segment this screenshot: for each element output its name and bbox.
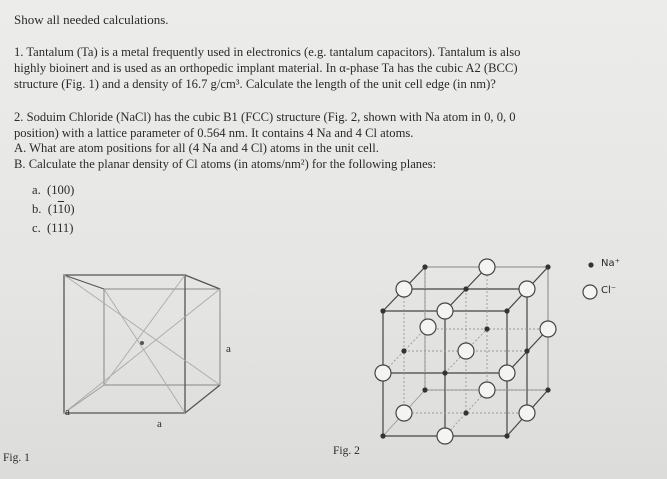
miller-part: (1 xyxy=(47,202,58,216)
miller-part: 0) xyxy=(64,202,75,216)
instructions-header: Show all needed calculations. xyxy=(14,12,169,27)
miller-bar-digit: 1 xyxy=(57,202,65,216)
problem-1-line: 1. Tantalum (Ta) is a metal frequently used in electronics (e.g. tantalum capacitors). Tantalum is also xyxy=(14,45,521,59)
fig1-edge-label: a xyxy=(65,406,70,418)
fig2-na-atoms xyxy=(380,264,550,438)
fig2-caption: Fig. 2 xyxy=(333,445,360,457)
plane-item-a xyxy=(32,181,75,200)
plane-miller-index: (111) xyxy=(47,221,74,235)
problem-2-line: position) with a lattice parameter of 0.564 nm. It contains 4 Na and 4 Cl atoms. xyxy=(14,125,414,140)
problem-2-line: 2. Soduim Chloride (NaCl) has the cubic B1 (FCC) structure (Fig. 2, shown with Na atom in 0, 0, 0 xyxy=(14,110,516,124)
legend-cl-circle xyxy=(583,285,597,299)
plane-miller-index xyxy=(48,202,75,216)
problem-1-line: highly bioinert and is used as an orthopedic implant material. In α-phase Ta has the cubic A2 (BCC) xyxy=(14,61,518,75)
fig1-body-center-atom xyxy=(140,341,144,345)
problem-2 xyxy=(14,110,516,172)
plane-item-prefix: c. xyxy=(32,221,41,235)
fig1-edge-label: a xyxy=(157,418,162,430)
legend-na-dot xyxy=(588,262,593,267)
plane-item-c xyxy=(32,219,75,238)
plane-miller-index: (100) xyxy=(47,183,75,197)
plane-item-prefix: b. xyxy=(32,202,42,216)
problem-2-part-a: A. What are atom positions for all (4 Na and 4 Cl) atoms in the unit cell. xyxy=(14,141,379,155)
plane-list xyxy=(32,181,75,238)
legend-cl-label: Cl⁻ xyxy=(601,285,617,296)
legend-na-label: Na⁺ xyxy=(601,258,620,269)
problem-2-part-b: B. Calculate the planar density of Cl atoms (in atoms/nm²) for the following planes: xyxy=(14,156,437,171)
problem-1-line: structure (Fig. 1) and a density of 16.7 g/cm³. Calculate the length of the unit cell edge (in nm)? xyxy=(14,77,496,91)
fig1-edge-label: a xyxy=(226,343,231,355)
fig1-front-face xyxy=(64,275,185,413)
fig1-caption: Fig. 1 xyxy=(3,452,30,464)
plane-item-b xyxy=(32,200,75,219)
problem-1 xyxy=(14,44,520,92)
fig2-cl-atoms xyxy=(375,259,556,444)
plane-item-prefix: a. xyxy=(32,183,41,197)
